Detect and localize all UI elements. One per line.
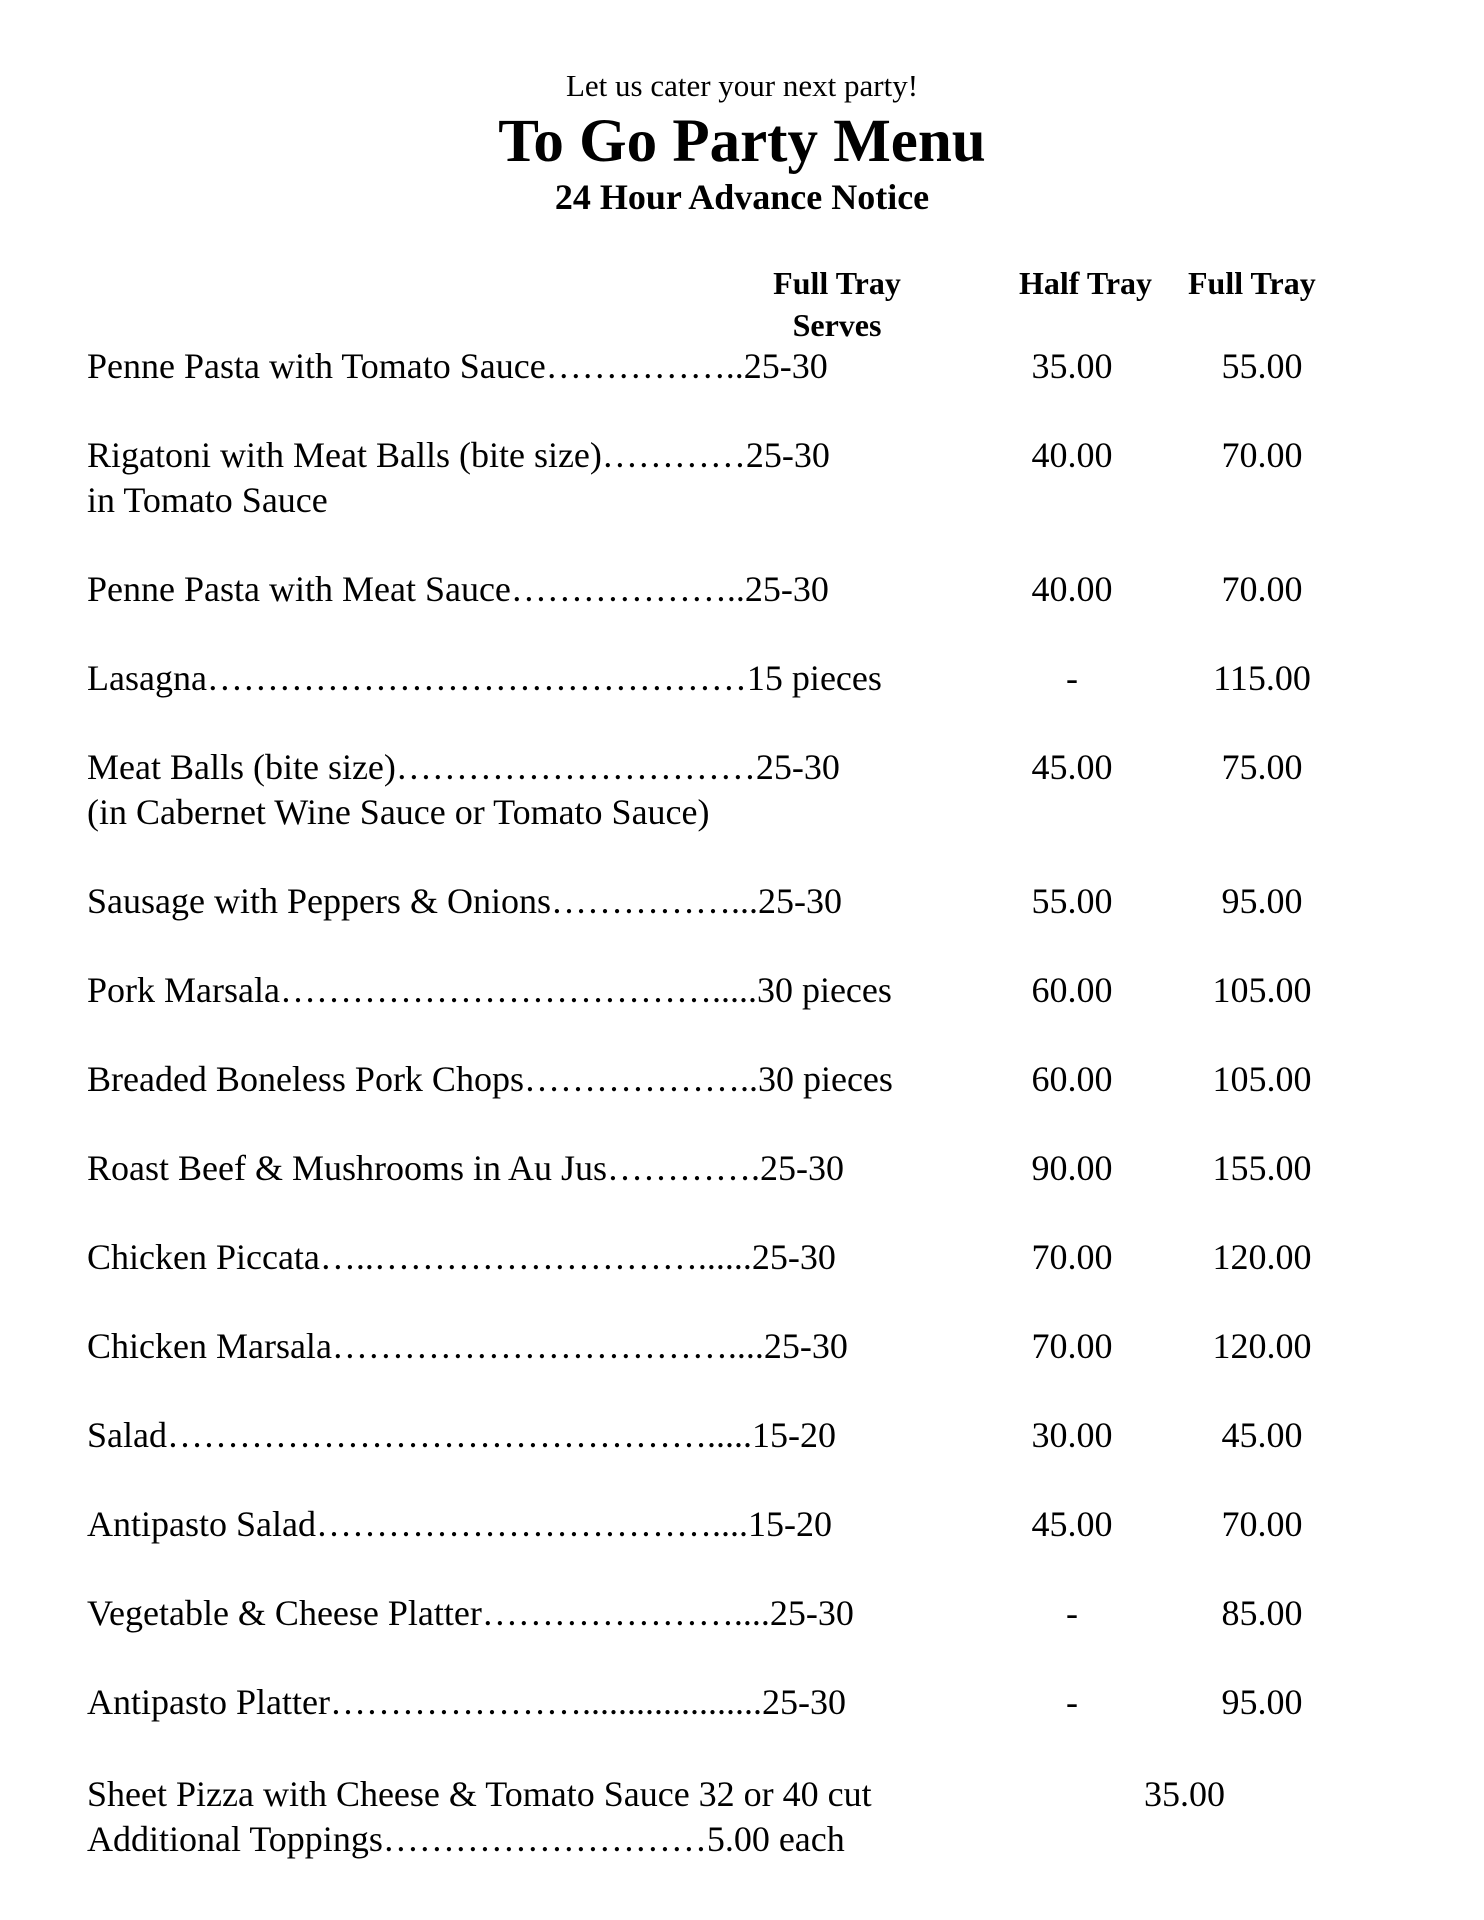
menu-item	[87, 656, 1427, 701]
full-tray-price: 115.00	[1213, 658, 1311, 698]
full-tray-price: 95.00	[1221, 1682, 1303, 1722]
menu-item-line: Salad……………………………………….....15-20	[87, 1415, 836, 1455]
menu-item	[87, 567, 1427, 612]
menu-item	[87, 968, 1427, 1013]
menu-item	[87, 1235, 1427, 1280]
menu-item-line: Chicken Piccata…..………………………......25-30	[87, 1237, 836, 1277]
full-tray-price: 70.00	[1221, 1504, 1303, 1544]
full-tray-price: 70.00	[1221, 435, 1303, 475]
menu-item	[87, 879, 1427, 924]
serves-header-line1: Full Tray	[773, 265, 901, 301]
menu-item	[87, 1502, 1427, 1547]
menu-item-line: Lasagna………………………………………15 pieces	[87, 658, 882, 698]
half-tray-price: 30.00	[1031, 1415, 1113, 1455]
serves-header-line2: Serves	[792, 307, 882, 343]
menu-item	[87, 1057, 1427, 1102]
menu-item	[87, 1146, 1427, 1191]
half-tray-price: -	[1066, 1593, 1078, 1633]
half-tray-price: 40.00	[1031, 435, 1113, 475]
half-tray-price: 60.00	[1031, 1059, 1113, 1099]
menu-item	[87, 344, 1427, 389]
menu-item-line: Sausage with Peppers & Onions……………...25-30	[87, 881, 842, 921]
full-tray-price: 105.00	[1212, 970, 1312, 1010]
full-tray-price: 45.00	[1221, 1415, 1303, 1455]
menu-item-line: Antipasto Platter…………………....................25-30	[87, 1682, 846, 1722]
half-tray-price: -	[1066, 1682, 1078, 1722]
half-tray-column-header: Half Tray	[1019, 265, 1153, 301]
menu-item-line: Vegetable & Cheese Platter…………………....25-30	[87, 1593, 854, 1633]
half-tray-price: 70.00	[1031, 1237, 1113, 1277]
menu-item-line: Roast Beef & Mushrooms in Au Jus………….25-30	[87, 1148, 845, 1188]
pizza-line1: Sheet Pizza with Cheese & Tomato Sauce 32 or 40 cut	[87, 1774, 872, 1814]
half-tray-price: 70.00	[1031, 1326, 1113, 1366]
menu-item-line2: in Tomato Sauce	[87, 480, 328, 520]
menu-item-line2: (in Cabernet Wine Sauce or Tomato Sauce)	[87, 792, 710, 832]
menu-item-line: Rigatoni with Meat Balls (bite size)…………25-30	[87, 435, 830, 475]
half-tray-price: 40.00	[1031, 569, 1113, 609]
menu-item	[87, 1591, 1427, 1636]
pizza-item	[87, 1772, 872, 1862]
full-tray-price: 120.00	[1212, 1237, 1312, 1277]
pizza-price: 35.00	[1144, 1774, 1225, 1814]
menu-item	[87, 1324, 1427, 1369]
pizza-toppings-line: Additional Toppings………………………5.00 each	[87, 1819, 845, 1859]
menu-item-line: Penne Pasta with Tomato Sauce……………..25-30	[87, 346, 828, 386]
menu-item-line: Breaded Boneless Pork Chops………………..30 pieces	[87, 1059, 893, 1099]
menu-item-line: Chicken Marsala……………………………....25-30	[87, 1326, 848, 1366]
full-tray-price: 105.00	[1212, 1059, 1312, 1099]
full-tray-price: 85.00	[1221, 1593, 1303, 1633]
serves-column-header	[762, 262, 912, 346]
half-tray-price: -	[1066, 658, 1078, 698]
full-tray-price: 55.00	[1221, 346, 1303, 386]
full-tray-price: 75.00	[1221, 747, 1303, 787]
full-tray-price: 95.00	[1221, 881, 1303, 921]
menu-item	[87, 1413, 1427, 1458]
menu-item-line: Antipasto Salad……………………………....15-20	[87, 1504, 832, 1544]
menu-item-line: Pork Marsala……………………………….....30 pieces	[87, 970, 892, 1010]
menu-item	[87, 1680, 1427, 1725]
full-tray-column-header: Full Tray	[1188, 265, 1316, 301]
menu-item-line: Penne Pasta with Meat Sauce………………..25-30	[87, 569, 829, 609]
half-tray-price: 60.00	[1031, 970, 1113, 1010]
full-tray-price: 70.00	[1221, 569, 1303, 609]
menu-item-line: Meat Balls (bite size)…………………………25-30	[87, 747, 840, 787]
half-tray-price: 55.00	[1031, 881, 1113, 921]
full-tray-price: 155.00	[1212, 1148, 1312, 1188]
half-tray-price: 90.00	[1031, 1148, 1113, 1188]
half-tray-price: 45.00	[1031, 1504, 1113, 1544]
page-subtitle: 24 Hour Advance Notice	[554, 177, 930, 217]
menu-item	[87, 745, 1427, 835]
half-tray-price: 35.00	[1031, 346, 1113, 386]
tagline: Let us cater your next party!	[565, 68, 919, 103]
full-tray-price: 120.00	[1212, 1326, 1312, 1366]
menu-item	[87, 433, 1427, 523]
page-title: To Go Party Menu	[498, 108, 986, 175]
half-tray-price: 45.00	[1031, 747, 1113, 787]
